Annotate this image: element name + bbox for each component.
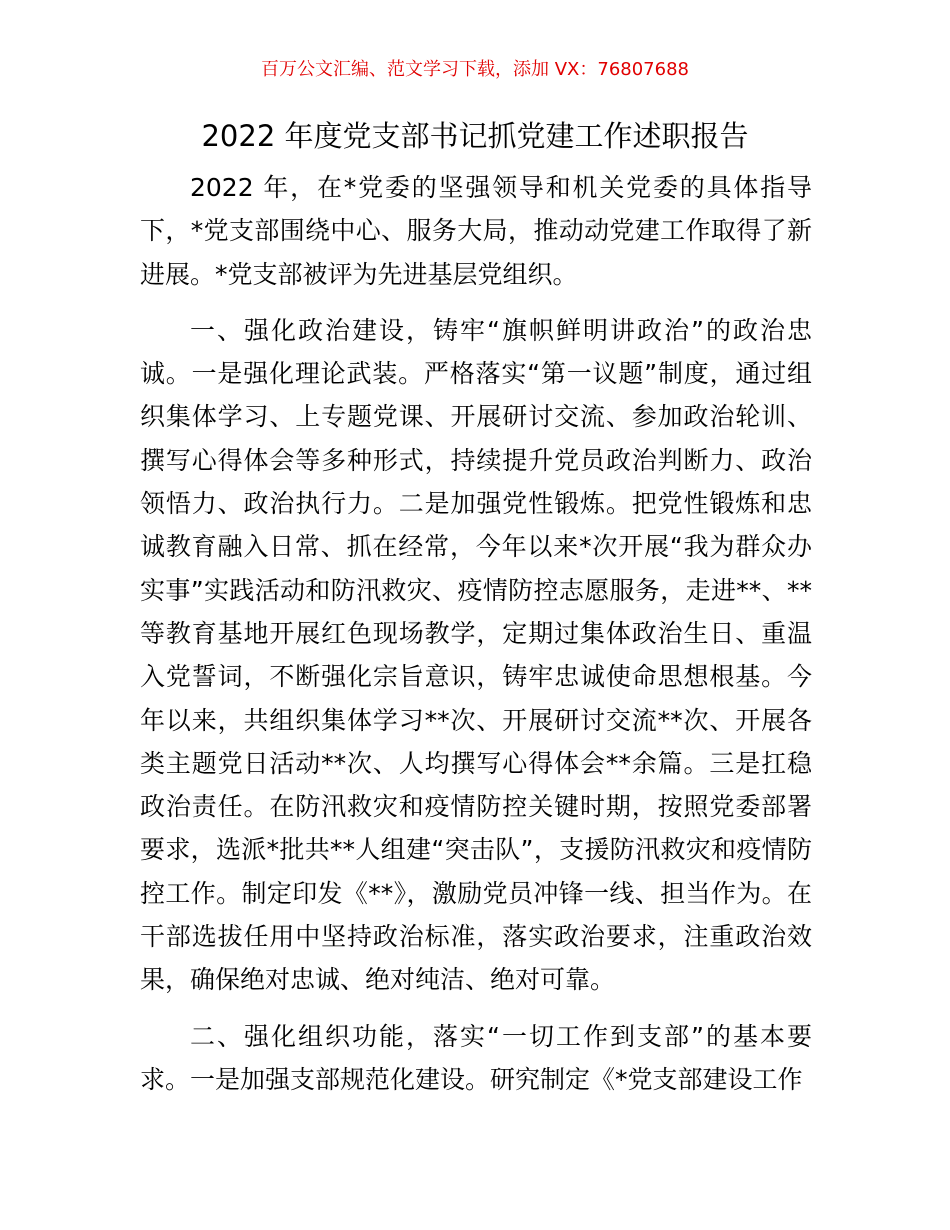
paragraph-section-1: 一、强化政治建设，铸牢“旗帜鲜明讲政治”的政治忠诚。一是强化理论武装。严格落实“第一议题”制度，通过组织集体学习、上专题党课、开展研讨交流、参加政治轮训、撰写心得体会等多种形式，持续提升党员政治判断力、政治领悟力、政治执行力。二是加强党性锻炼。把党性锻炼和忠诚教育融入日常、抓在经常，今年以来*次开展“我为群众办实事”实践活动和防汛救灾、疫情防控志愿服务，走进**、**等教育基地开展红色现场教学，定期过集体政治生日、重温入党誓词，不断强化宗旨意识，铸牢忠诚使命思想根基。今年以来，共组织集体学习**次、开展研讨交流**次、开展各类主题党日活动**次、人均撰写心得体会**余篇。三是扛稳政治责任。在防汛救灾和疫情防控关键时期，按照党委部署要求，选派*批共**人组建“突击队”，支援防汛救灾和疫情防控工作。制定印发《**》，激励党员冲锋一线、担当作为。在干部选拔任用中坚持政治标准，落实政治要求，注重政治效果，确保绝对忠诚、绝对纯洁、绝对可靠。 bbox=[140, 315, 812, 995]
document-title: 2022 年度党支部书记抓党建工作述职报告 bbox=[201, 119, 749, 153]
paragraph-section-2: 二、强化组织功能，落实“一切工作到支部”的基本要求。一是加强支部规范化建设。研究制定《*党支部建设工作 bbox=[140, 1021, 812, 1094]
paragraph-intro: 2022 年，在*党委的坚强领导和机关党委的具体指导下，*党支部围绕中心、服务大局，推动动党建工作取得了新进展。*党支部被评为先进基层党组织。 bbox=[140, 173, 812, 289]
header-note: 百万公文汇编、范文学习下载，添加 VX：76807688 bbox=[261, 59, 689, 80]
document-body bbox=[140, 166, 812, 1101]
